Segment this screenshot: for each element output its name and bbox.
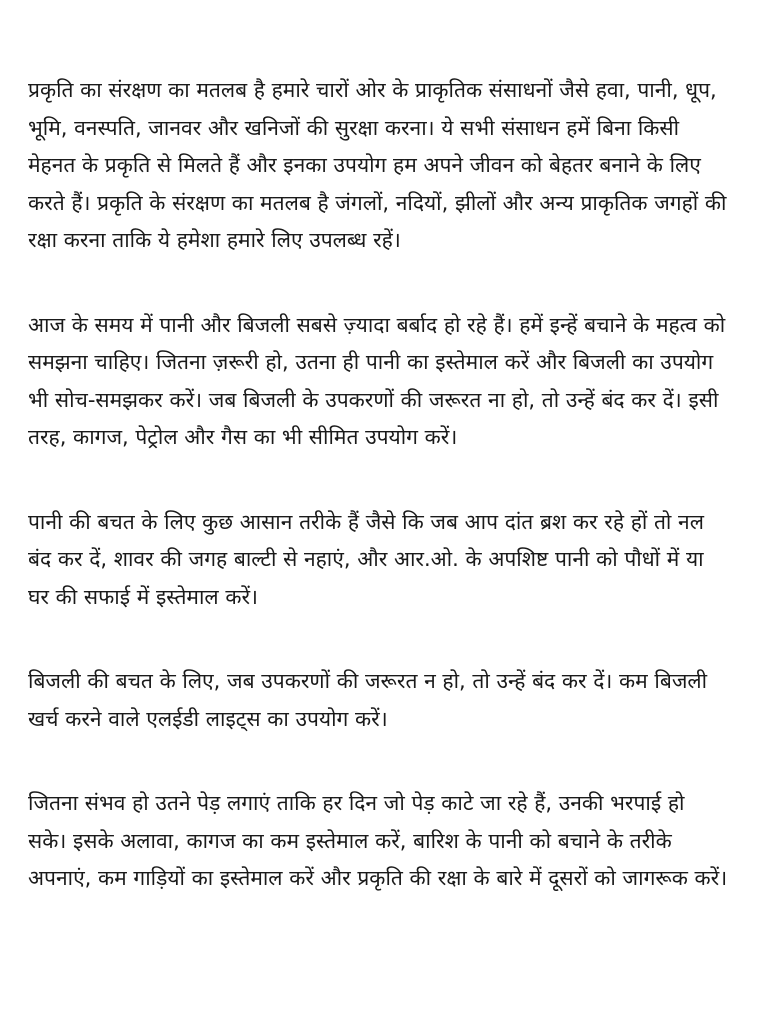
paragraph-electricity-saving: बिजली की बचत के लिए, जब उपकरणों की जरूरत न हो, तो उन्हें बंद कर दें। कम बिजली खर्च करने वाले एलईडी लाइट्स का उपयोग करें। — [28, 669, 708, 731]
paragraph-tree-planting: जितना संभव हो उतने पेड़ लगाएं ताकि हर दिन जो पेड़ काटे जा रहे हैं, उनकी भरपाई हो सके। इसके अलावा, कागज का कम इस्तेमाल करें, बारिश के पानी को बचाने के तरीके अपनाएं, कम गाड़ियों का इस्तेमाल करें और प्रकृति की रक्षा के बारे में दूसरों को जागरूक करें। — [28, 791, 728, 890]
paragraph-nature-conservation: प्रकृति का संरक्षण का मतलब है हमारे चारों ओर के प्राकृतिक संसाधनों जैसे हवा, पानी, धूप, भूमि, वनस्पति, जानवर और खनिजों की सुरक्षा करना। ये सभी संसाधन हमें बिना किसी मेहनत के प्रकृति से मिलते हैं और इनका उपयोग हम अपने जीवन को बेहतर बनाने के लिए करते हैं। प्रकृति के संरक्षण का मतलब है जंगलों, नदियों, झीलों और अन्य प्राकृतिक जगहों की रक्षा करना ताकि ये हमेशा हमारे लिए उपलब्ध रहें। — [28, 78, 727, 252]
document-body — [28, 72, 728, 898]
paragraph-water-saving: पानी की बचत के लिए कुछ आसान तरीके हैं जैसे कि जब आप दांत ब्रश कर रहे हों तो नल बंद कर दें, शावर की जगह बाल्टी से नहाएं, और आर.ओ. के अपशिष्ट पानी को पौधों में या घर की सफाई में इस्तेमाल करें। — [28, 509, 704, 609]
paragraph-water-electricity-waste: आज के समय में पानी और बिजली सबसे ज़्यादा बर्बाद हो रहे हैं। हमें इन्हें बचाने के महत्व को समझना चाहिए। जितना ज़रूरी हो, उतना ही पानी का इस्तेमाल करें और बिजली का उपयोग भी सोच-समझकर करें। जब बिजली के उपकरणों की जरूरत ना हो, तो उन्हें बंद कर दें। इसी तरह, कागज, पेट्रोल और गैस का भी सीमित उपयोग करें। — [28, 312, 726, 449]
